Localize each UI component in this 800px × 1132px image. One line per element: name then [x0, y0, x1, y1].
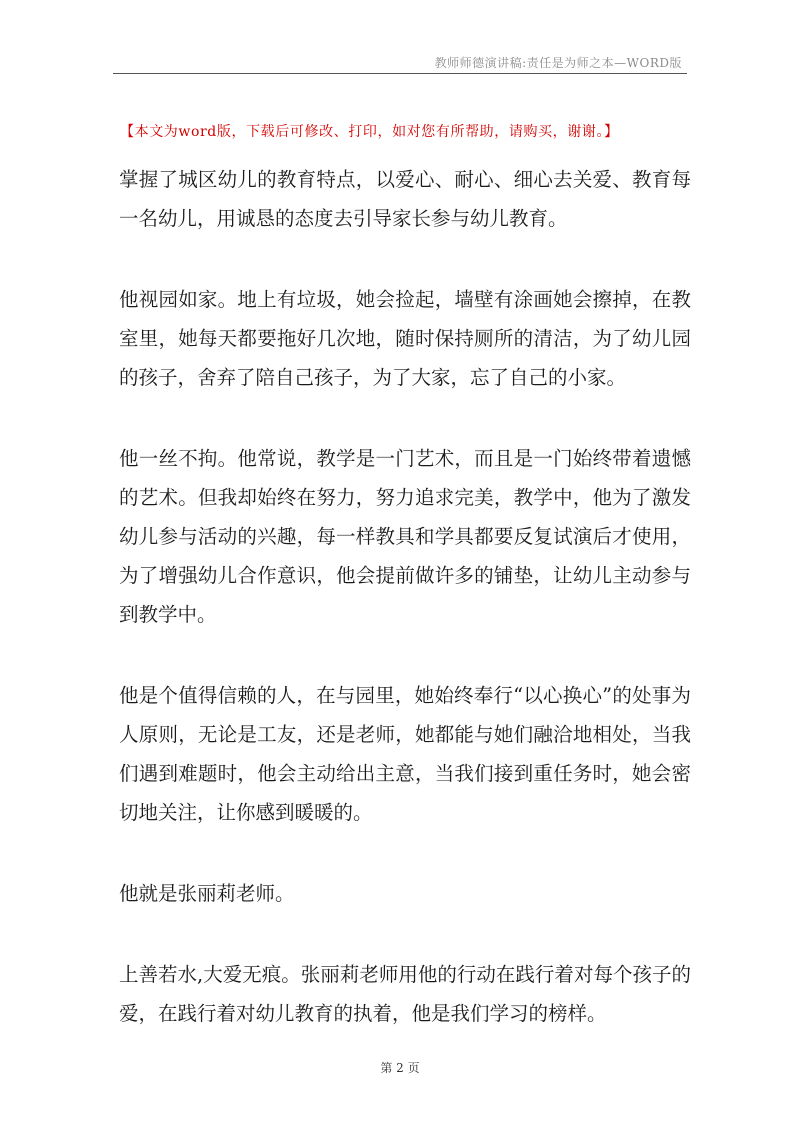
paragraph: 他就是张丽莉老师。	[119, 882, 295, 905]
paragraph: 他是个值得信赖的人，在与园里，她始终奉行“以心换心”的处事为人原则，无论是工友，还是老师，她都能与她们融洽地相处，当我们遇到难题时，他会主动给出主意，当我们接到重任务时，她会密切地关注，让你感到暖暖的。	[119, 684, 691, 824]
paragraph: 他一丝不拘。他常说，教学是一门艺术，而且是一门始终带着遗憾的艺术。但我却始终在努力，努力追求完美，教学中，他为了激发幼儿参与活动的兴趣，每一样教具和学具都要反复试演后才使用，为了增强幼儿合作意识，他会提前做许多的铺垫，让幼儿主动参与到教学中。	[119, 447, 691, 626]
paragraph: 上善若水,大爱无痕。张丽莉老师用他的行动在践行着对每个孩子的爱，在践行着对幼儿教育的执着，他是我们学习的榜样。	[119, 963, 691, 1025]
document-body	[119, 160, 691, 1075]
header-divider	[113, 73, 687, 74]
page-number: 第 2 页	[380, 1061, 420, 1075]
word-version-notice: 【本文为word版，下载后可修改、打印，如对您有所帮助，请购买，谢谢。】	[120, 124, 619, 140]
paragraph: 掌握了城区幼儿的教育特点，以爱心、耐心、细心去关爱、教育每一名幼儿，用诚恳的态度去引导家长参与幼儿教育。	[119, 168, 691, 230]
page-header-title: 教师师德演讲稿:责任是为师之本—WORD版	[434, 56, 682, 70]
paragraph: 他视园如家。地上有垃圾，她会捡起，墙壁有涂画她会擦掉，在教室里，她每天都要拖好几次地，随时保持厕所的清洁，为了幼儿园的孩子，舍弃了陪自己孩子，为了大家，忘了自己的小家。	[119, 288, 691, 389]
